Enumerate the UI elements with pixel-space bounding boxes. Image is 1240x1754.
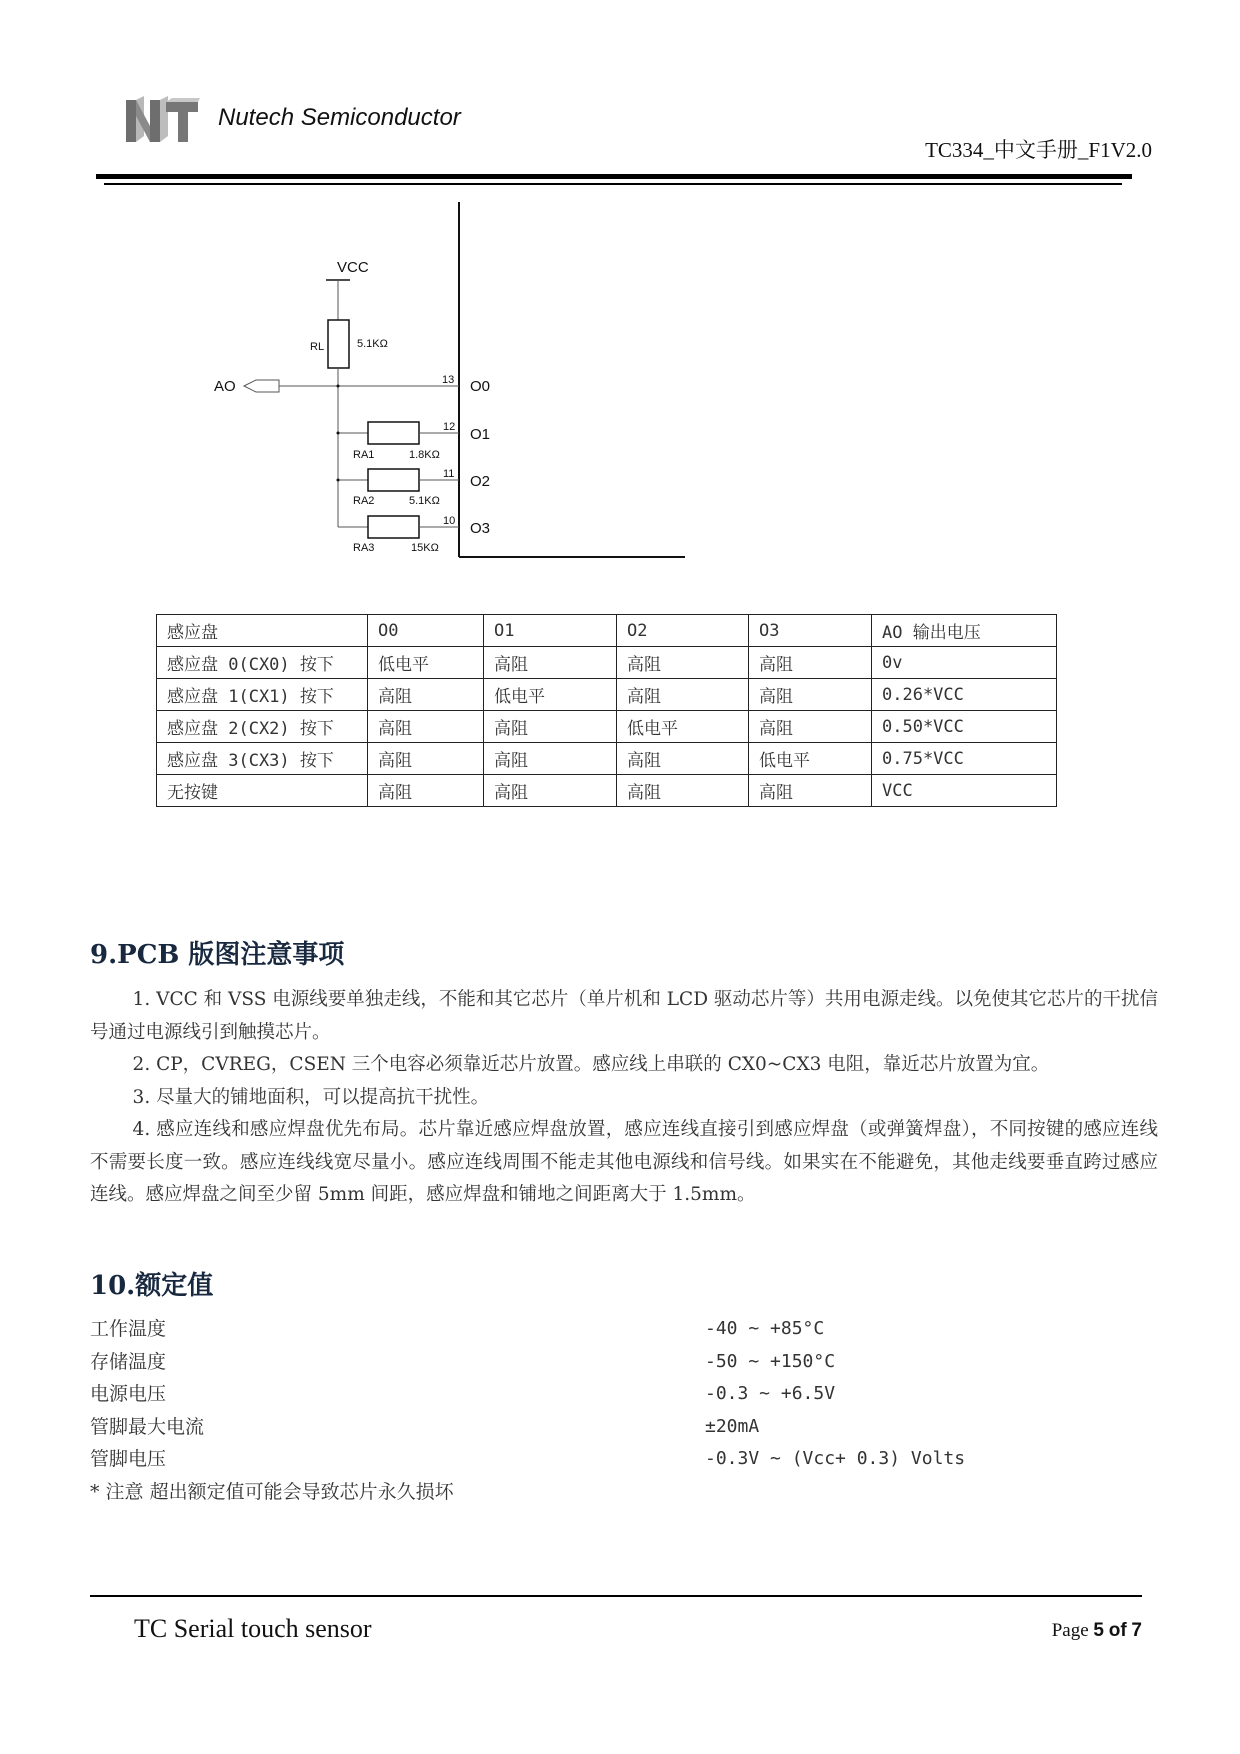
section-9-heading: 9.PCB 版图注意事项 — [90, 940, 345, 970]
table-cell: 高阻 — [484, 711, 617, 743]
table-cell: 高阻 — [617, 679, 749, 711]
table-row — [157, 711, 1057, 743]
rating-label: 电源电压 — [90, 1383, 167, 1405]
table-cell: 高阻 — [617, 647, 749, 679]
circuit-schematic — [200, 200, 700, 570]
rating-label: 存储温度 — [90, 1350, 167, 1373]
rating-row — [90, 1443, 1090, 1476]
table-cell: 高阻 — [484, 775, 617, 807]
table-cell: 高阻 — [368, 711, 484, 743]
section-9-body — [90, 984, 1158, 1212]
table-header: O0 — [368, 615, 484, 647]
table-cell: 0.75*VCC — [872, 743, 1057, 775]
ra3-resistor — [338, 515, 490, 554]
table-row — [157, 647, 1057, 679]
page-number — [1052, 1620, 1142, 1642]
rating-value: -0.3 ~ +6.5V — [705, 1383, 836, 1404]
table-cell: 感应盘 3(CX3) 按下 — [157, 743, 368, 775]
footer-title: TC Serial touch sensor — [134, 1614, 372, 1643]
table-cell: 高阻 — [749, 647, 872, 679]
table-cell: 高阻 — [368, 775, 484, 807]
svg-text:5.1KΩ: 5.1KΩ — [409, 495, 440, 507]
table-cell: 高阻 — [484, 647, 617, 679]
table-cell: 低电平 — [484, 679, 617, 711]
svg-text:11: 11 — [443, 468, 455, 480]
svg-text:O1: O1 — [470, 426, 491, 443]
page-prefix: Page — [1051, 1620, 1089, 1641]
page-total: 7 — [1131, 1620, 1142, 1641]
footer-rule — [90, 1595, 1142, 1597]
table-header: 感应盘 — [157, 615, 368, 647]
svg-text:O0: O0 — [470, 378, 491, 395]
ratings-list — [90, 1313, 1090, 1508]
header-rule-thin — [104, 183, 1122, 185]
table-cell: 0.50*VCC — [872, 711, 1057, 743]
table-row — [157, 775, 1057, 807]
rating-label: 工作温度 — [90, 1318, 167, 1340]
table-cell: 0.26*VCC — [872, 679, 1057, 711]
svg-text:15KΩ: 15KΩ — [411, 542, 439, 554]
rating-value: -50 ~ +150°C — [705, 1350, 836, 1372]
ra2-resistor — [337, 468, 491, 507]
table-cell: 感应盘 0(CX0) 按下 — [157, 647, 368, 679]
rl-label: RL — [310, 341, 325, 353]
page-current: 5 — [1093, 1620, 1104, 1641]
document-id: TC334_中文手册_F1V2.0 — [925, 138, 1152, 162]
table-row — [157, 743, 1057, 775]
table-cell: 高阻 — [749, 679, 872, 711]
rating-label: 管脚最大电流 — [90, 1415, 205, 1438]
svg-text:O2: O2 — [470, 473, 491, 490]
table-header: O3 — [749, 615, 872, 647]
table-cell: 感应盘 1(CX1) 按下 — [157, 679, 368, 711]
table-cell: 高阻 — [749, 775, 872, 807]
table-cell: 低电平 — [368, 647, 484, 679]
rating-value: -40 ~ +85°C — [705, 1318, 825, 1339]
rating-row — [90, 1378, 1090, 1411]
company-logo — [122, 96, 200, 144]
table-cell: 高阻 — [484, 743, 617, 775]
svg-text:1.8KΩ: 1.8KΩ — [409, 449, 440, 461]
rating-row — [90, 1313, 1090, 1346]
pcb-note-4: 4. 感应连线和感应焊盘优先布局。芯片靠近感应焊盘放置，感应连线直接引到感应焊盘（或弹簧焊盘），不同按键的感应连线不需要长度一致。感应连线线宽尽量小。感应连线周围不能走其他电源线和信号线。如果实在不能避免，其他走线要垂直跨过感应连线。感应焊盘之间至少留 5mm 间距，感应焊盘和铺地之间距离大于 1.5mm。 — [90, 1119, 1158, 1205]
rating-value: -0.3V ~ (Vcc+ 0.3) Volts — [705, 1448, 966, 1469]
table-row — [157, 679, 1057, 711]
table-header: AO 输出电压 — [872, 615, 1057, 647]
header-rule — [96, 174, 1132, 179]
table-header: O1 — [484, 615, 617, 647]
vcc-label: VCC — [337, 259, 369, 276]
rating-value: ±20mA — [705, 1415, 760, 1437]
table-cell: 高阻 — [617, 775, 749, 807]
table-cell: 无按键 — [157, 775, 368, 807]
pcb-note-1: 1. VCC 和 VSS 电源线要单独走线，不能和其它芯片（单片机和 LCD 驱动芯片等）共用电源走线。以免使其它芯片的干扰信号通过电源线引到触摸芯片。 — [90, 989, 1158, 1043]
svg-text:10: 10 — [443, 515, 456, 527]
svg-text:RA3: RA3 — [353, 542, 375, 554]
svg-text:RA1: RA1 — [353, 449, 375, 461]
table-cell: 高阻 — [617, 743, 749, 775]
rating-note: * 注意 超出额定值可能会导致芯片永久损坏 — [90, 1480, 454, 1503]
table-cell: 高阻 — [368, 743, 484, 775]
ra1-resistor — [337, 421, 491, 461]
rating-row — [90, 1411, 1090, 1444]
table-header-row — [157, 615, 1057, 647]
svg-text:RA2: RA2 — [353, 495, 375, 507]
svg-text:13: 13 — [442, 374, 455, 386]
table-cell: 感应盘 2(CX2) 按下 — [157, 711, 368, 743]
output-state-table — [156, 614, 1057, 807]
table-header: O2 — [617, 615, 749, 647]
table-cell: 0v — [872, 647, 1057, 679]
page-of: of — [1108, 1620, 1127, 1641]
table-cell: VCC — [872, 775, 1057, 807]
rating-label: 管脚电压 — [90, 1448, 167, 1470]
svg-text:12: 12 — [443, 421, 456, 433]
rl-value: 5.1KΩ — [357, 338, 388, 350]
pcb-note-2: 2. CP，CVREG，CSEN 三个电容必须靠近芯片放置。感应线上串联的 CX0~CX3 电阻，靠近芯片放置为宜。 — [132, 1054, 1050, 1075]
rating-row — [90, 1346, 1090, 1379]
company-name: Nutech Semiconductor — [218, 104, 461, 131]
table-cell: 低电平 — [749, 743, 872, 775]
svg-text:O3: O3 — [470, 520, 491, 537]
pcb-note-3: 3. 尽量大的铺地面积，可以提高抗干扰性。 — [132, 1086, 490, 1108]
table-cell: 高阻 — [749, 711, 872, 743]
ao-label: AO — [214, 378, 236, 395]
section-10-heading: 10.额定值 — [90, 1271, 214, 1301]
table-cell: 低电平 — [617, 711, 749, 743]
table-cell: 高阻 — [368, 679, 484, 711]
